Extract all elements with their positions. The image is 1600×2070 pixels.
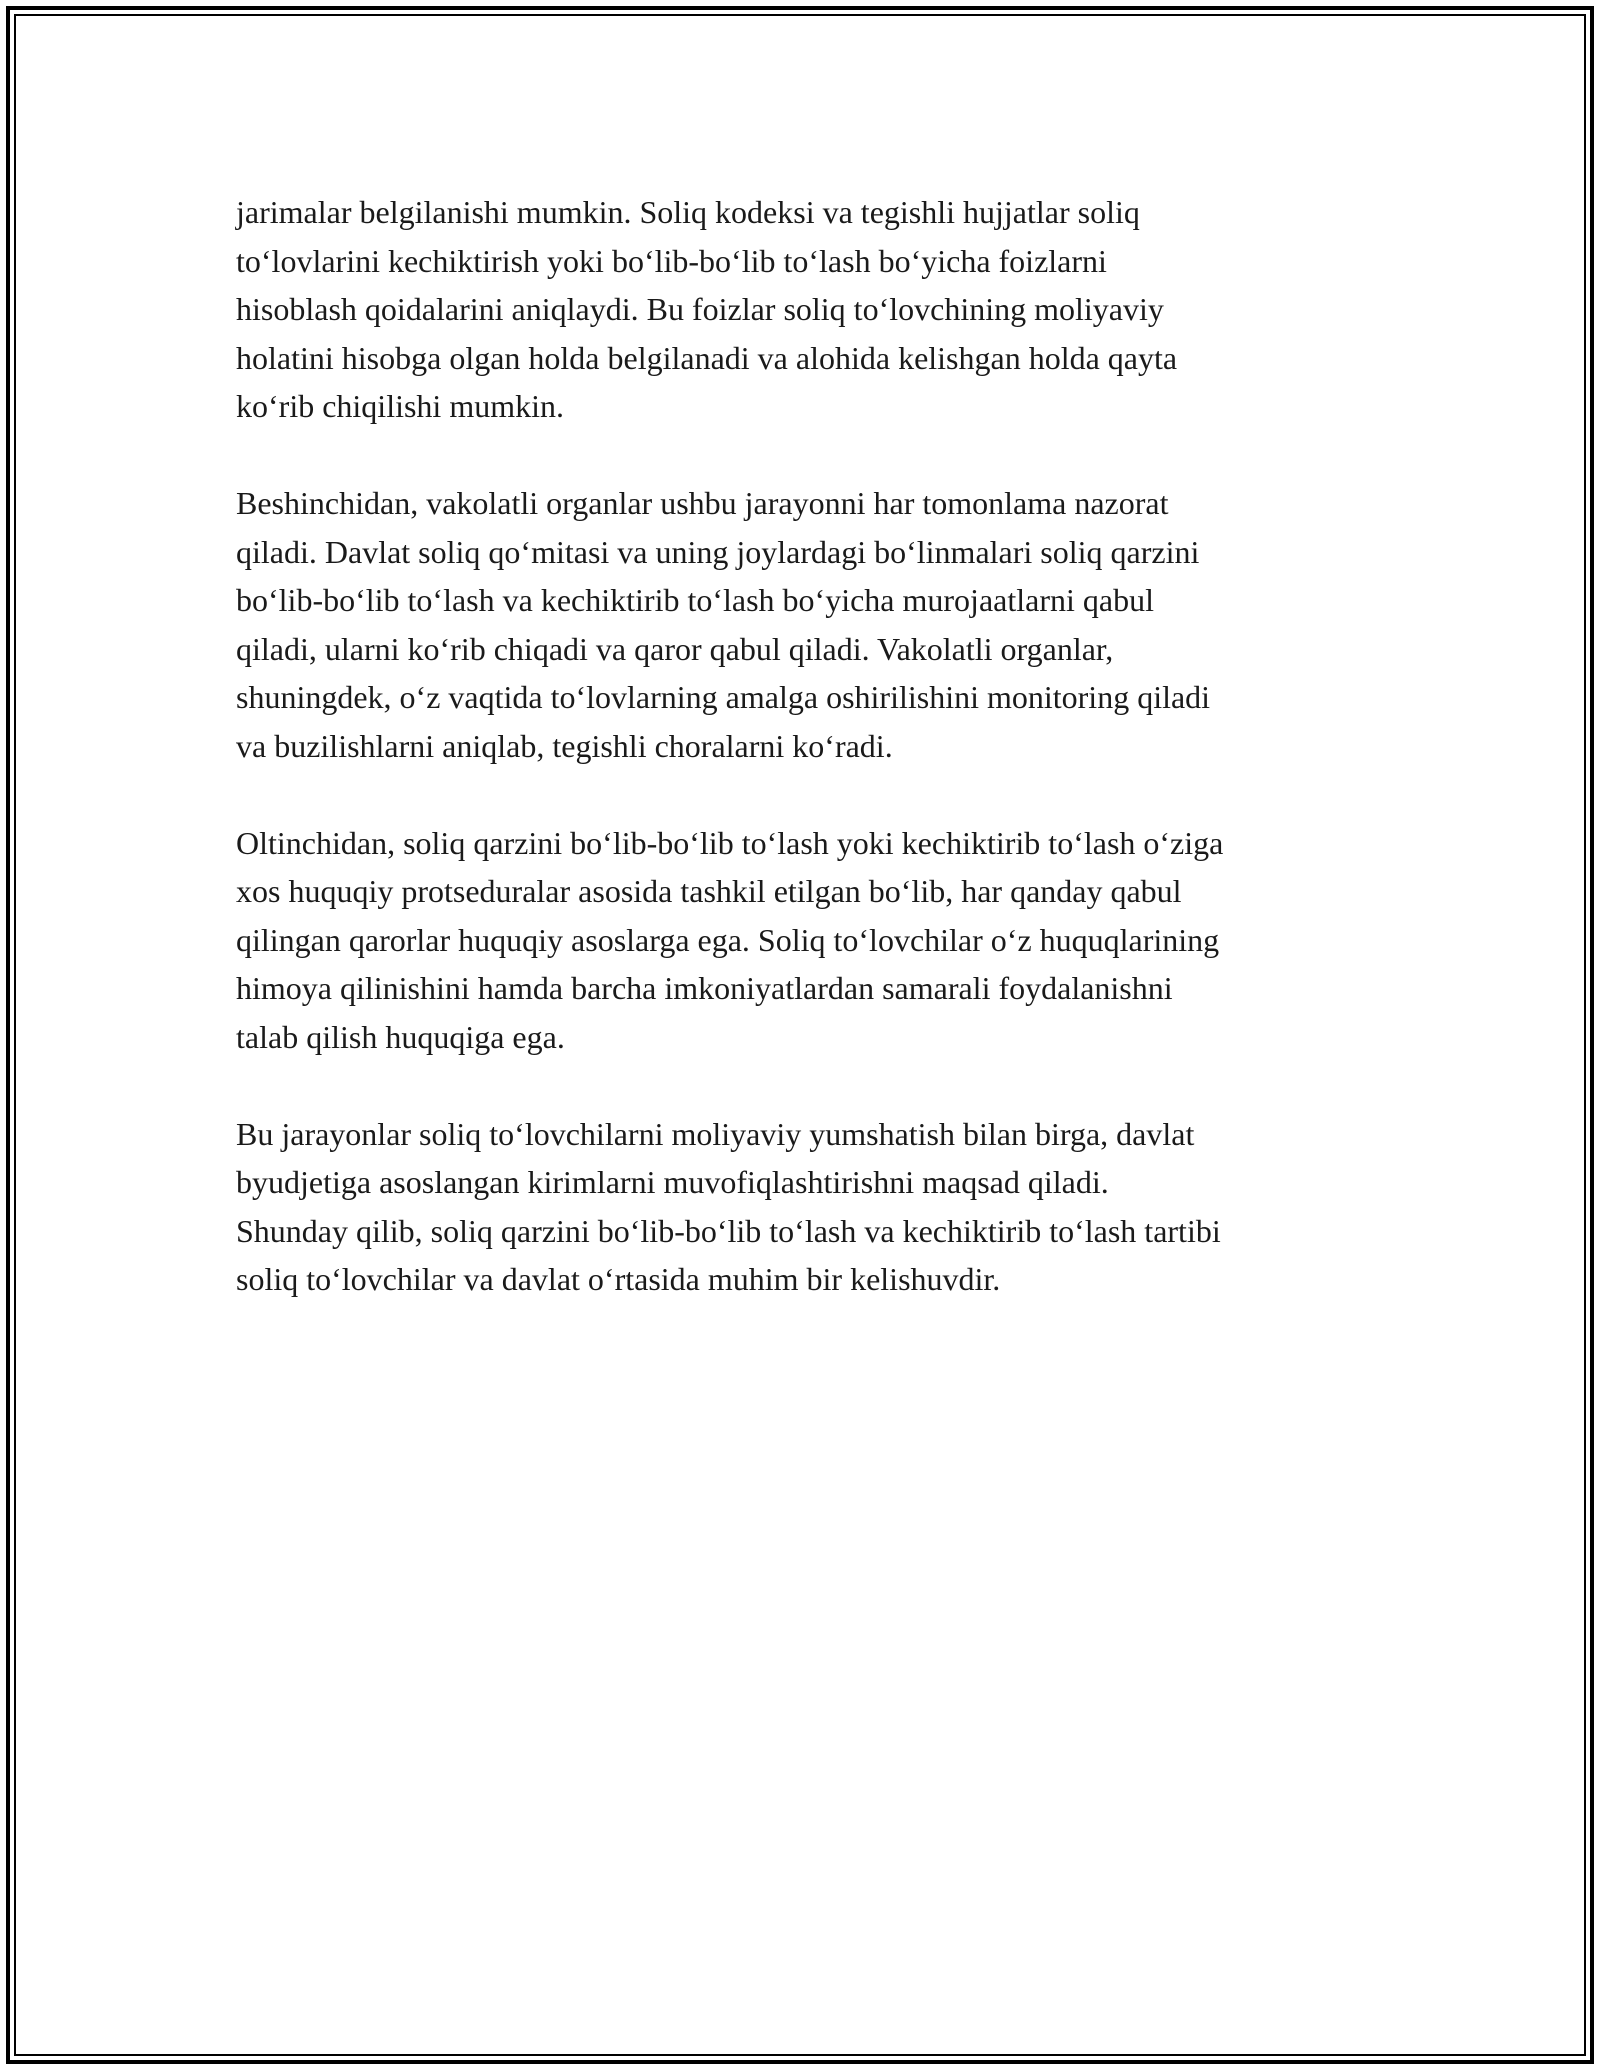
document-body bbox=[236, 188, 1376, 1352]
text-line: himoya qilinishini hamda barcha imkoniyatlardan samarali foydalanishni bbox=[236, 970, 1173, 1006]
text-line: qiladi, ularni ko‘rib chiqadi va qaror qabul qiladi. Vakolatli organlar, bbox=[236, 630, 1114, 667]
paragraph bbox=[236, 188, 1376, 431]
text-line: xos huquqiy protseduralar asosida tashkil etilgan bo‘lib, har qanday qabul bbox=[236, 873, 1182, 909]
text-line: Shunday qilib, soliq qarzini bo‘lib-bo‘lib to‘lash va kechiktirib to‘lash tartibi bbox=[236, 1212, 1221, 1249]
text-line: Beshinchidan, vakolatli organlar ushbu jarayonni har tomonlama nazorat bbox=[236, 485, 1169, 521]
text-line: byudjetiga asoslangan kirimlarni muvofiqlashtirishni maqsad qiladi. bbox=[236, 1164, 1109, 1200]
paragraph bbox=[236, 819, 1376, 1062]
text-line: holatini hisobga olgan holda belgilanadi va alohida kelishgan holda qayta bbox=[236, 339, 1178, 376]
text-line: va buzilishlarni aniqlab, tegishli choralarni ko‘radi. bbox=[236, 727, 893, 764]
text-line: Oltinchidan, soliq qarzini bo‘lib-bo‘lib to‘lash yoki kechiktirib to‘lash o‘ziga bbox=[236, 824, 1224, 861]
text-line: qilingan qarorlar huquqiy asoslarga ega. Soliq to‘lovchilar o‘z huquqlarining bbox=[236, 921, 1220, 958]
text-line: qiladi. Davlat soliq qo‘mitasi va uning joylardagi bo‘linmalari soliq qarzini bbox=[236, 533, 1200, 570]
paragraph bbox=[236, 479, 1376, 770]
text-line: jarimalar belgilanishi mumkin. Soliq kodeksi va tegishli hujjatlar soliq bbox=[236, 194, 1140, 230]
text-line: soliq to‘lovchilar va davlat o‘rtasida muhim bir kelishuvdir. bbox=[236, 1261, 1001, 1297]
text-line: talab qilish huquqiga ega. bbox=[236, 1018, 565, 1055]
text-line: Bu jarayonlar soliq to‘lovchilarni moliyaviy yumshatish bilan birga, davlat bbox=[236, 1115, 1195, 1152]
text-line: shuningdek, o‘z vaqtida to‘lovlarning amalga oshirilishini monitoring qiladi bbox=[236, 679, 1211, 715]
text-line: hisoblash qoidalarini aniqlaydi. Bu foizlar soliq to‘lovchining moliyaviy bbox=[236, 291, 1164, 327]
paragraph bbox=[236, 1110, 1376, 1304]
text-line: ko‘rib chiqilishi mumkin. bbox=[236, 388, 564, 424]
text-line: to‘lovlarini kechiktirish yoki bo‘lib-bo‘lib to‘lash bo‘yicha foizlarni bbox=[236, 242, 1107, 279]
text-line: bo‘lib-bo‘lib to‘lash va kechiktirib to‘lash bo‘yicha murojaatlarni qabul bbox=[236, 582, 1154, 618]
